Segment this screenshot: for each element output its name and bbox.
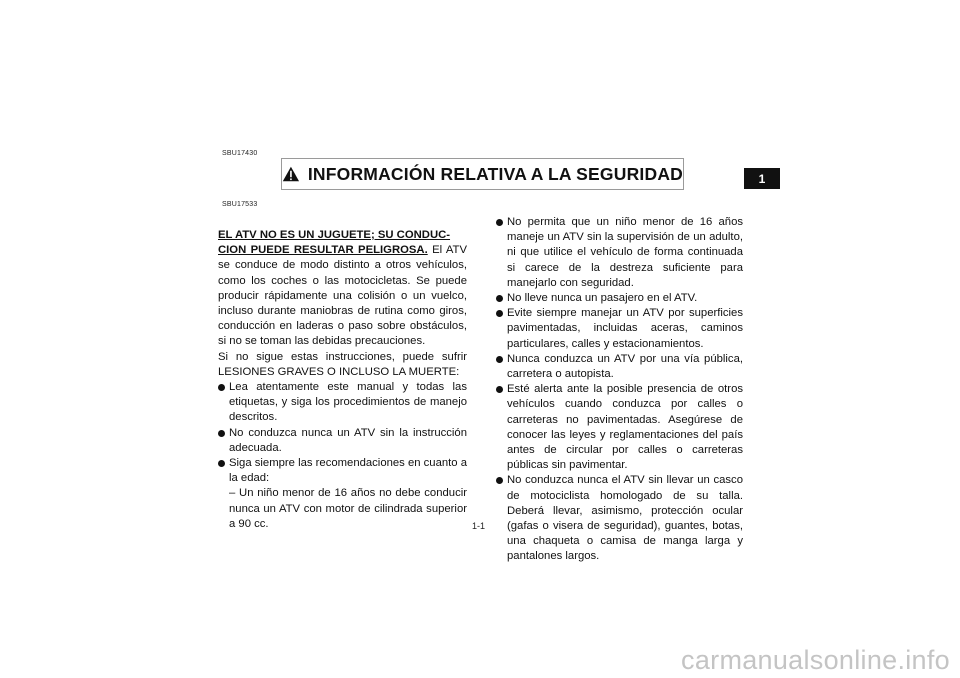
bullet-icon xyxy=(496,386,503,393)
list-item-text: No conduzca nunca el ATV sin llevar un casco de motociclista homologado de su talla. Deberá llevar, asimismo, protección ocular (gafas o visera de seguridad), guantes, botas, una chaqueta o camisa de manga larga y pantalones largos. xyxy=(507,474,743,563)
heading-line-1: EL ATV NO ES UN JUGUETE; SU CONDUC- xyxy=(218,229,451,241)
bullet-icon xyxy=(496,356,503,363)
list-item-text: No lleve nunca un pasajero en el ATV. xyxy=(507,292,698,305)
heading-line-2: CION PUEDE RESULTAR PELIGROSA. xyxy=(218,244,428,257)
bullet-icon xyxy=(218,430,225,437)
list-item xyxy=(218,426,467,456)
bullet-icon xyxy=(218,384,225,391)
warning-paragraph: Si no sigue estas instrucciones, puede sufrir LESIONES GRAVES O INCLUSO LA MUERTE: xyxy=(218,350,467,378)
list-item xyxy=(496,352,743,382)
intro-text: El ATV se conduce de modo distinto a otros vehículos, como los coches o las motocicletas. Se puede producir rápidamente una colisión o un vuelco, incluso durante maniobras de rutina como giros, conducción en laderas o paso sobre obstáculos, si no se toman las debidas precauciones. xyxy=(218,244,467,348)
intro-paragraph xyxy=(218,228,467,350)
bullet-icon xyxy=(496,219,503,226)
list-item xyxy=(496,473,743,564)
list-item-text: Lea atentamente este manual y todas las etiquetas, y siga los procedimientos de manejo descritos. xyxy=(229,381,467,424)
doc-code-section: SBU17533 xyxy=(222,201,258,208)
list-item xyxy=(218,456,467,486)
right-column xyxy=(496,215,743,565)
list-item-text: Nunca conduzca un ATV por una vía pública, carretera o autopista. xyxy=(507,352,743,381)
left-column xyxy=(218,228,467,532)
page-number: 1-1 xyxy=(472,521,486,531)
list-item-text: Evite siempre manejar un ATV por superficies pavimentadas, incluidas aceras, caminos particulares, calles y estacionamientos. xyxy=(507,307,743,350)
list-item xyxy=(496,306,743,352)
bullet-icon xyxy=(496,295,503,302)
sub-list-item: – Un niño menor de 16 años no debe conducir nunca un ATV con motor de cilindrada superior a 90 cc. xyxy=(229,487,467,530)
list-item xyxy=(496,291,743,306)
list-item xyxy=(496,215,743,291)
bullet-icon xyxy=(496,310,503,317)
chapter-tab: 1 xyxy=(744,168,780,189)
list-item-text: No conduzca nunca un ATV sin la instrucción adecuada. xyxy=(229,426,467,454)
doc-code-top: SBU17430 xyxy=(222,150,258,157)
list-item-text: Esté alerta ante la posible presencia de otros vehículos cuando conduzca por calles o carreteras no pavimentadas. Asegúrese de conocer las leyes y reglamentaciones del país antes de circular por calles o carreteras públicas sin pavimentar. xyxy=(507,383,743,472)
watermark-logo: carmanualsonline.info xyxy=(681,645,950,675)
list-item-text: Siga siempre las recomendaciones en cuanto a la edad: xyxy=(229,457,468,485)
list-item-text: No permita que un niño menor de 16 años maneje un ATV sin la supervisión de un adulto, ni que utilice el vehículo de forma continuada si carece de la destreza suficiente para manejarlo con seguridad. xyxy=(507,216,743,289)
list-item xyxy=(218,380,467,426)
list-item xyxy=(496,382,743,473)
section-title: INFORMACIÓN RELATIVA A LA SEGURIDAD xyxy=(307,163,683,184)
warning-triangle-icon xyxy=(282,164,300,184)
bullet-icon xyxy=(218,460,225,467)
section-title-box xyxy=(281,158,684,190)
bullet-icon xyxy=(496,477,503,484)
